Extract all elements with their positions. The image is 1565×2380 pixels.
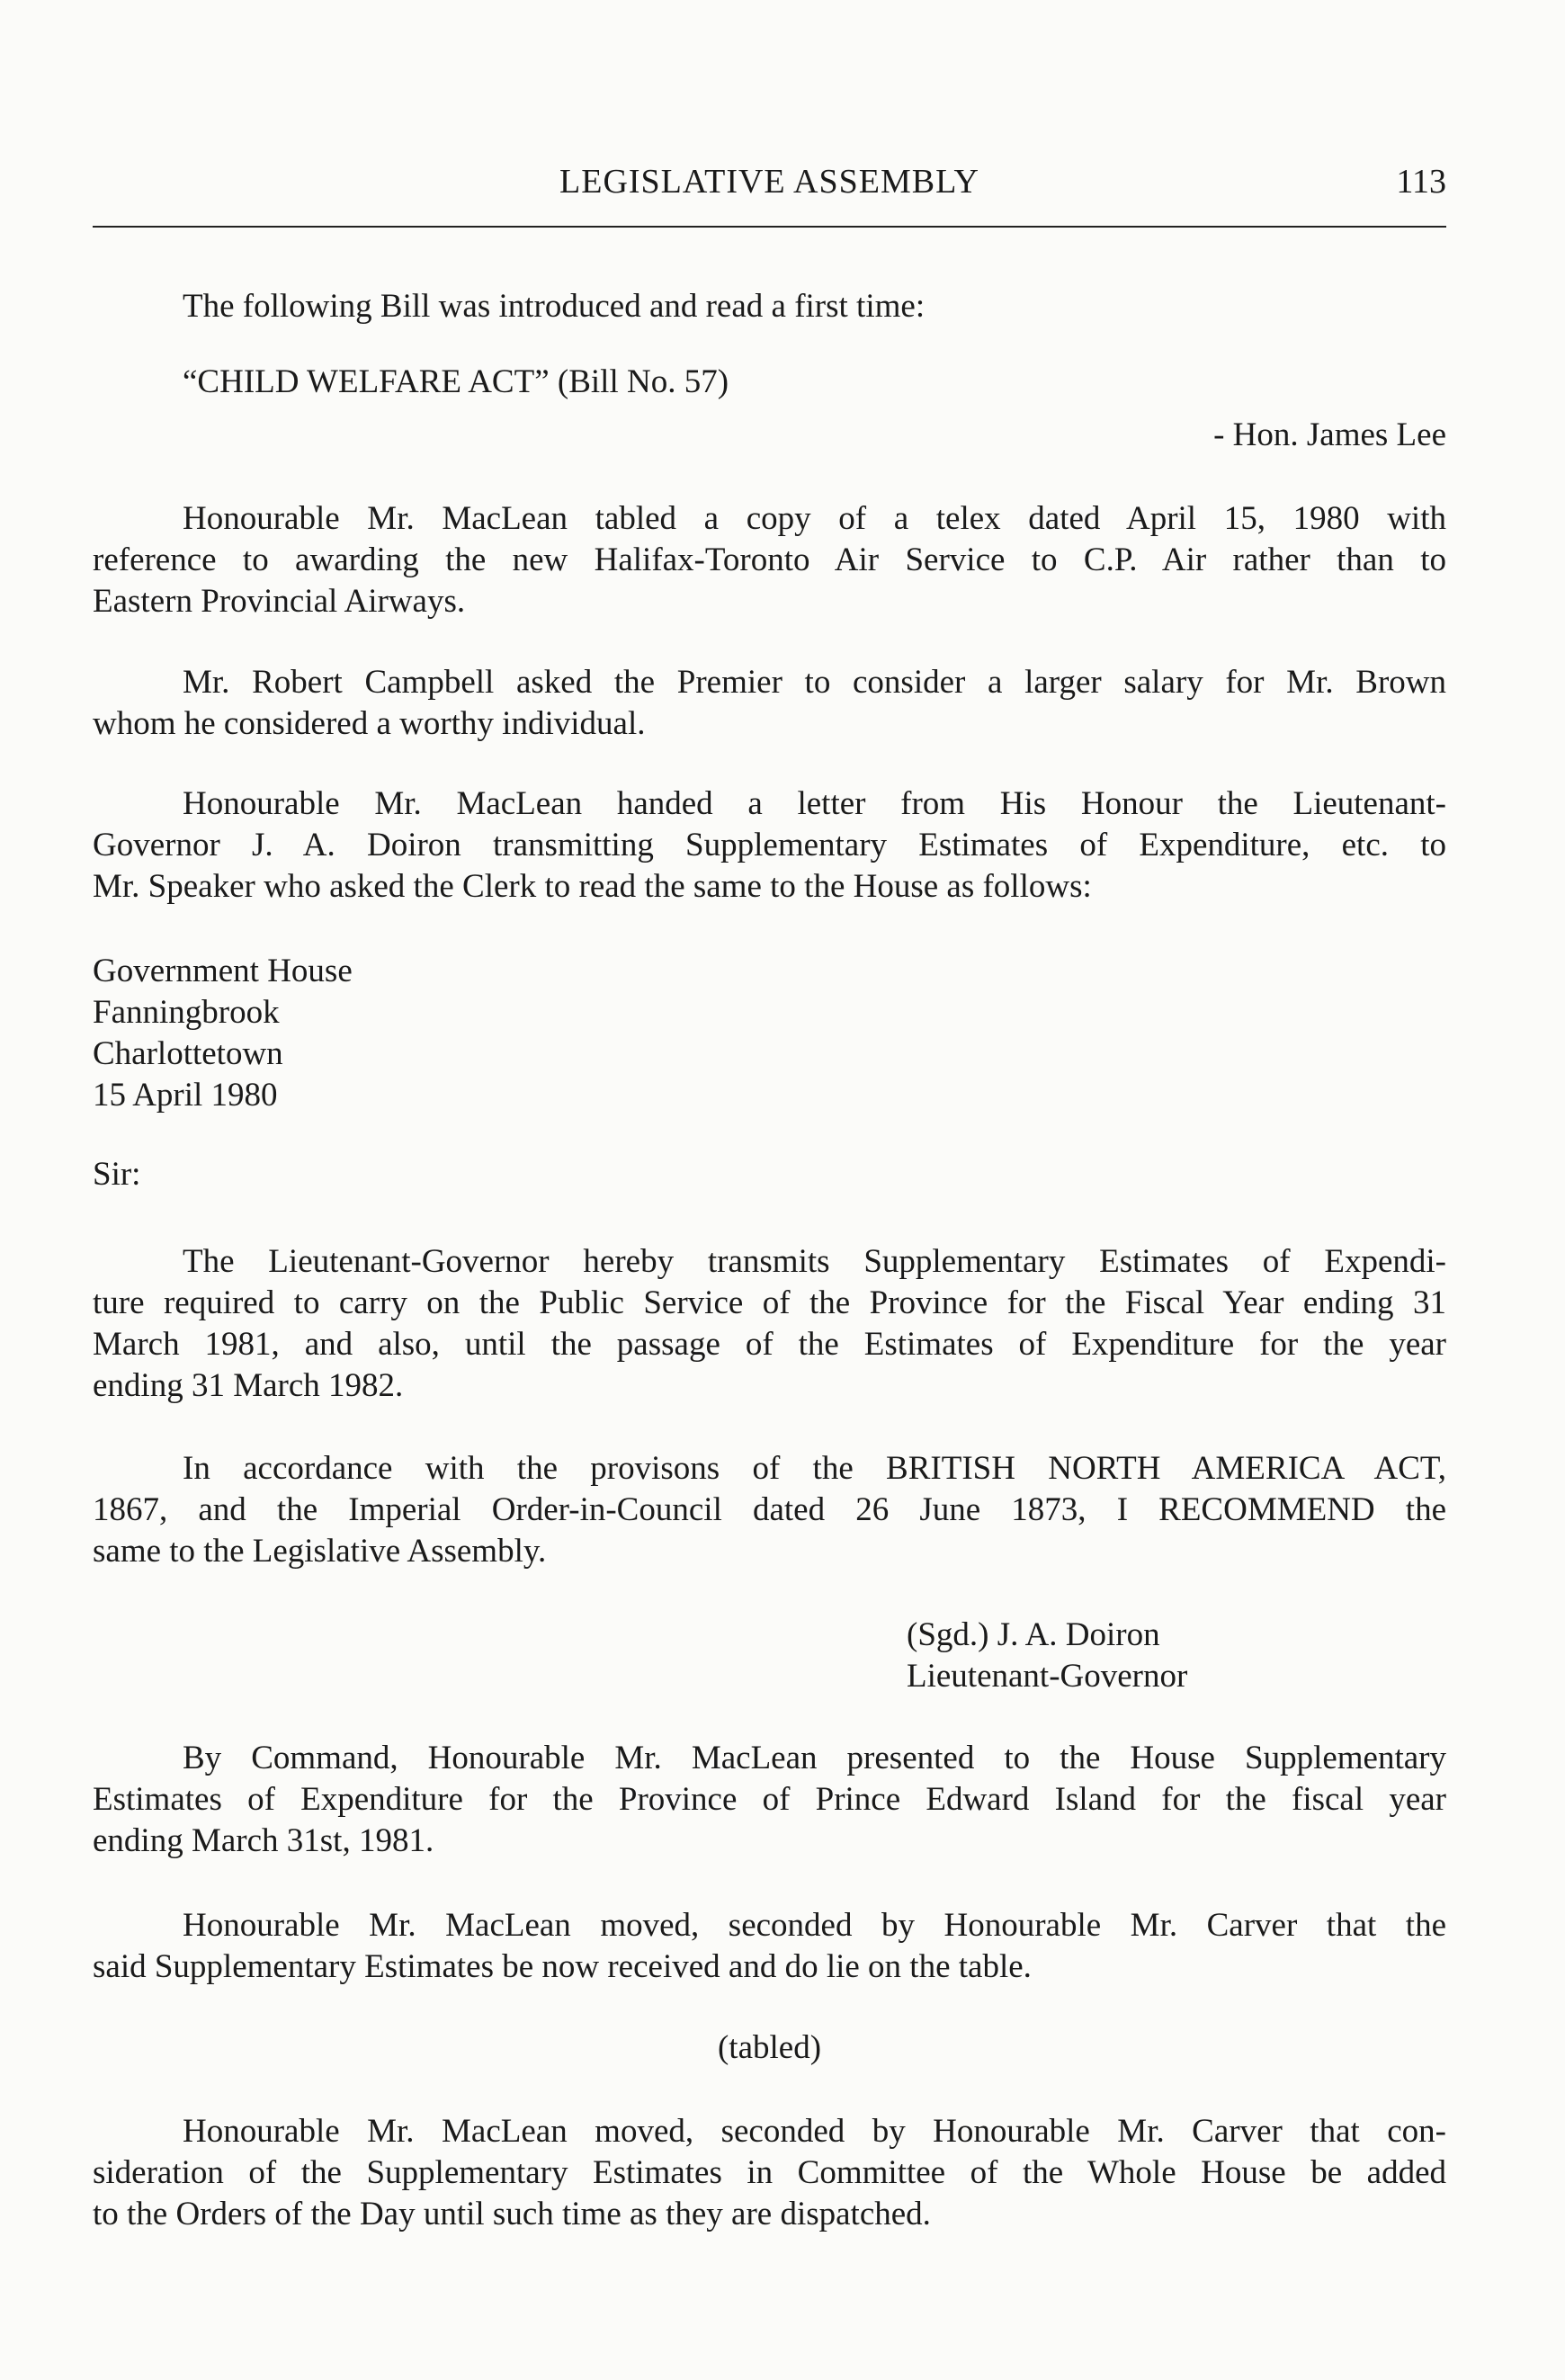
- header-title: LEGISLATIVE ASSEMBLY: [559, 163, 979, 201]
- text-line: ending 31 March 1982.: [93, 1367, 404, 1404]
- text-line: same to the Legislative Assembly.: [93, 1533, 547, 1570]
- text-line: Governor J. A. Doiron transmitting Supplementary Estimates of Expenditure, etc. to: [93, 827, 1446, 863]
- signature-title: Lieutenant-Governor: [907, 1658, 1188, 1695]
- address-line: Fanningbrook: [93, 994, 280, 1031]
- page-header: [93, 162, 1446, 207]
- text-line: By Command, Honourable Mr. MacLean presented to the House Supplementary: [183, 1740, 1446, 1776]
- text-line: In accordance with the provisons of the BRITISH NORTH AMERICA ACT,: [183, 1450, 1446, 1487]
- signature-name: (Sgd.) J. A. Doiron: [907, 1616, 1160, 1653]
- address-line: Charlottetown: [93, 1035, 283, 1072]
- text-line: whom he considered a worthy individual.: [93, 705, 646, 742]
- paragraph-salary: [93, 662, 1446, 745]
- text-line: reference to awarding the new Halifax-Toronto Air Service to C.P. Air rather than to: [93, 541, 1446, 578]
- text-line: Eastern Provincial Airways.: [93, 583, 466, 620]
- salutation: Sir:: [93, 1156, 141, 1193]
- address-line: 15 April 1980: [93, 1077, 278, 1114]
- text-line: Honourable Mr. MacLean tabled a copy of a telex dated April 15, 1980 with: [183, 500, 1446, 537]
- text-line: to the Orders of the Day until such time as they are dispatched.: [93, 2196, 931, 2232]
- text-line: The Lieutenant-Governor hereby transmits Supplementary Estimates of Expendi-: [183, 1243, 1446, 1280]
- paragraph-telex: [93, 498, 1446, 622]
- text-line: Mr. Robert Campbell asked the Premier to consider a larger salary for Mr. Brown: [183, 664, 1446, 701]
- text-line: Honourable Mr. MacLean moved, seconded by Honourable Mr. Carver that the: [183, 1907, 1446, 1944]
- text-line: Mr. Speaker who asked the Clerk to read the same to the House as follows:: [93, 868, 1092, 905]
- page-number: 113: [1396, 163, 1446, 201]
- text-line: sideration of the Supplementary Estimates in Committee of the Whole House be added: [93, 2154, 1446, 2191]
- text-line: said Supplementary Estimates be now received and do lie on the table.: [93, 1948, 1032, 1985]
- bill-title: “CHILD WELFARE ACT” (Bill No. 57): [183, 363, 729, 400]
- bill-intro: The following Bill was introduced and read a first time:: [183, 288, 926, 325]
- letter-body-paragraph-2: [93, 1448, 1446, 1572]
- text-line: 1867, and the Imperial Order-in-Council dated 26 June 1873, I RECOMMEND the: [93, 1491, 1446, 1528]
- text-line: March 1981, and also, until the passage of the Estimates of Expenditure for the year: [93, 1326, 1446, 1363]
- paragraph-letter: [93, 783, 1446, 908]
- bill-sponsor: - Hon. James Lee: [1213, 416, 1446, 453]
- text-line: Honourable Mr. MacLean handed a letter from His Honour the Lieutenant-: [183, 785, 1446, 822]
- paragraph-motion-2: [93, 2111, 1446, 2235]
- address-block: [93, 951, 1446, 1116]
- paragraph-command: [93, 1738, 1446, 1862]
- header-rule: [93, 226, 1446, 228]
- paragraph-motion-1: [93, 1905, 1446, 1988]
- text-line: Estimates of Expenditure for the Province of Prince Edward Island for the fiscal year: [93, 1781, 1446, 1818]
- tabled-note: (tabled): [717, 2029, 822, 2066]
- text-line: Honourable Mr. MacLean moved, seconded by Honourable Mr. Carver that con-: [183, 2113, 1446, 2150]
- text-line: ture required to carry on the Public Service of the Province for the Fiscal Year ending 31: [93, 1284, 1446, 1321]
- address-line: Government House: [93, 953, 353, 989]
- letter-body-paragraph-1: [93, 1241, 1446, 1407]
- signature-block: [907, 1615, 1187, 1697]
- text-line: ending March 31st, 1981.: [93, 1822, 434, 1859]
